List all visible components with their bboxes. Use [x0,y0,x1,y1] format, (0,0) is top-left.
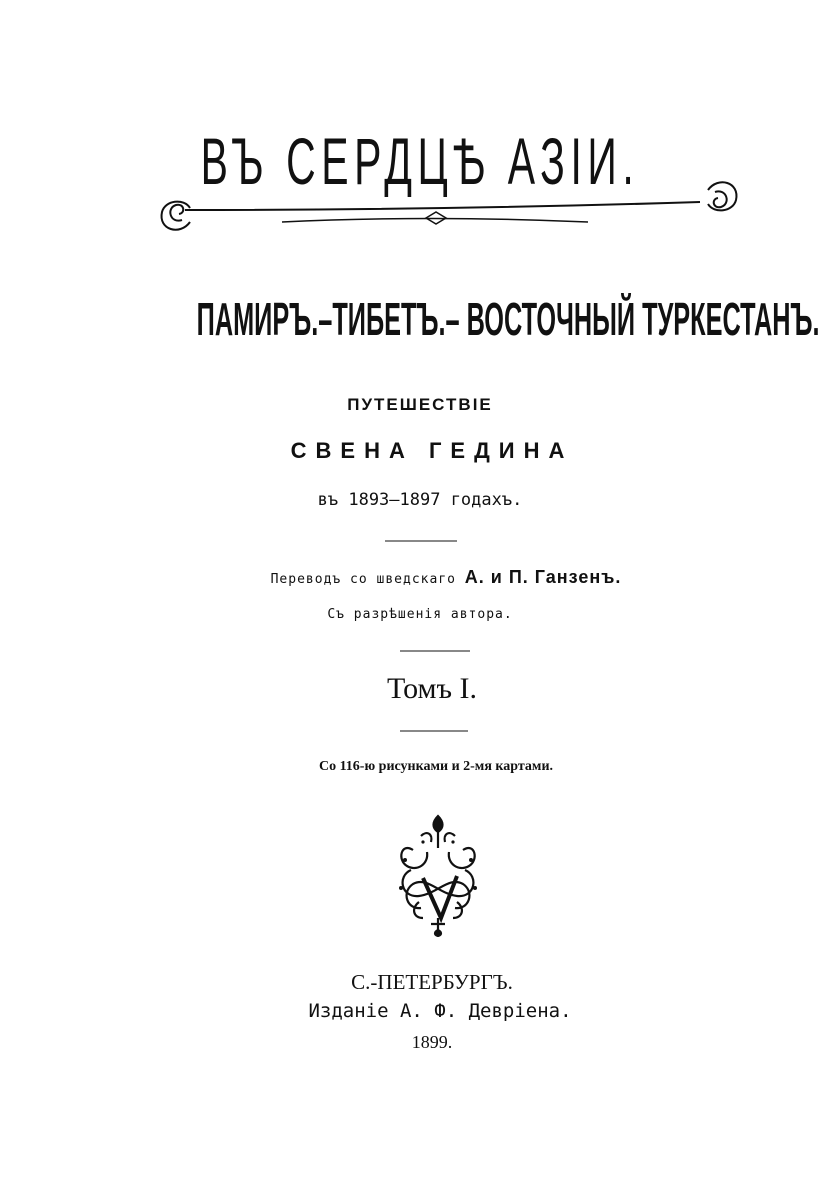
volume-number: Томъ I. [387,672,477,705]
illustrations-note: Со 116-ю рисунками и 2-мя картами. [318,759,554,774]
book-subtitle: ПАМИРЪ.–ТИБЕТЪ.– ВОСТОЧНЫЙ ТУРКЕСТАНЪ. [196,293,820,345]
book-title: ВЪ СЕРДЦѢ АЗІИ. [200,124,640,198]
translation-prefix: Переводъ со шведскаго [270,572,465,587]
author-permission: Съ разрѣшенія автора. [327,607,513,622]
translation-line [0,568,840,586]
travel-years: въ 1893–1897 годахъ. [317,490,523,510]
divider-2 [0,648,840,654]
translators: А. и П. Ганзенъ. [464,567,622,587]
publisher: Изданіе А. Ф. Девріена. [308,1000,572,1022]
title-flourish-icon [0,170,840,250]
book-kind: ПУТЕШЕСТВІЕ [347,395,493,414]
publication-year: 1899. [411,1032,453,1052]
publisher-monogram-icon [393,812,483,937]
book-author: СВЕНА ГЕДИНА [290,438,574,463]
divider-1 [0,538,840,544]
publication-city: С.-ПЕТЕРБУРГЪ. [351,970,513,994]
divider-3 [0,728,840,734]
